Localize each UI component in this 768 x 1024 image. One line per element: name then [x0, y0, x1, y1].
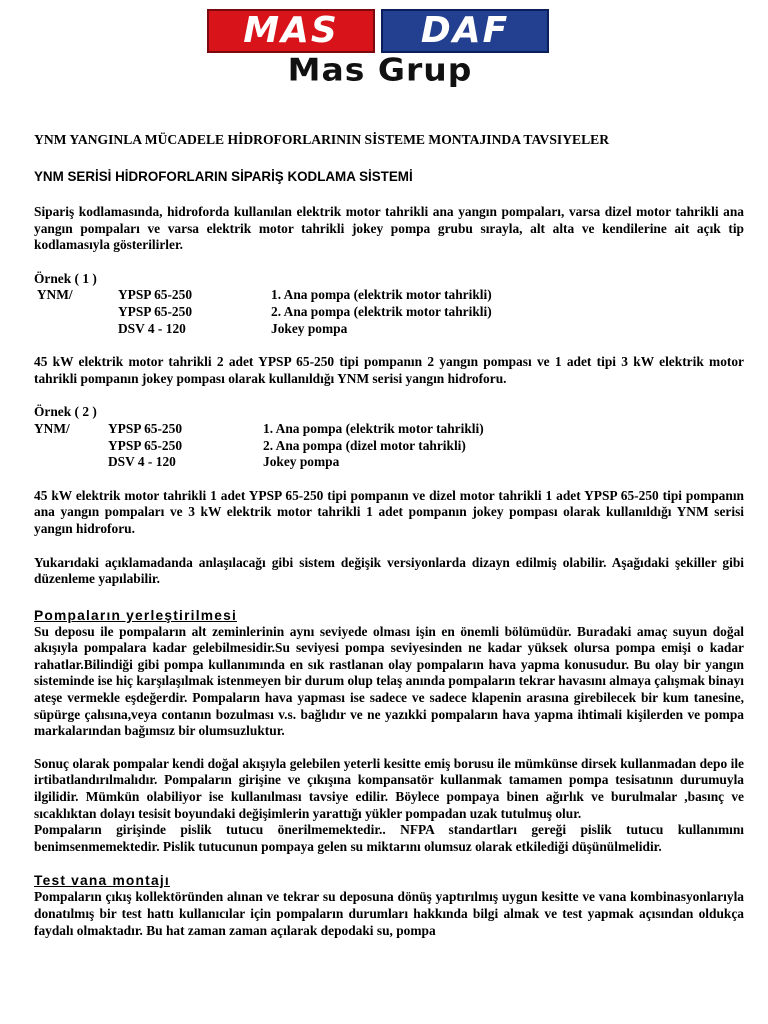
example2-code: YPSP 65-250: [108, 420, 183, 436]
example2-label: Örnek ( 2 ): [34, 404, 97, 420]
example1-code: YPSP 65-250: [118, 287, 193, 303]
example2-code: YPSP 65-250: [108, 437, 183, 453]
mas-logo-text: MAS: [243, 10, 339, 51]
daf-logo-text: DAF: [420, 10, 510, 51]
doc-title: YNM YANGINLA MÜCADELE HİDROFORLARININ SİSTEME MONTAJINDA TAVSIYELER: [34, 132, 610, 147]
pump-placement-paragraph: Sonuç olarak pompalar kendi doğal akışıyla gelebilen yeterli kesitte emiş borusu ile mümkünse dirsek kullanmadan depo ile irtibatlandırılmalıdır. Pompaların girişine ve çıkışına kompansatör kullanmak tamamen pompa tesisatının durumuyla ilgilidir. Mümkün olabiliyor ise kullanılması tavsiye edilir. Böylece pompaya binen ağırlık ve burulmalar ,basınç ve sıcaklıktan dolayı tesisit boyundaki değişimlerin yarattığı yükler pompadan uzak tutulmuş olur.: [34, 755, 744, 821]
example2-prefix: [34, 438, 108, 455]
example1-row: [34, 321, 744, 338]
example2-desc: Jokey pompa: [263, 454, 340, 470]
document-body: [34, 132, 744, 939]
example2-desc: 1. Ana pompa (elektrik motor tahrikli): [263, 420, 484, 436]
example1-desc: 1. Ana pompa (elektrik motor tahrikli): [271, 287, 492, 303]
example1-prefix: [34, 321, 118, 338]
example2-row: [34, 454, 744, 471]
intro-paragraph: Sipariş kodlamasında, hidroforda kullanılan elektrik motor tahrikli ana yangın pompaları, varsa dizel motor tahrikli ana yangın pompaları ve varsa elektrik motor tahrikli jokey pompa grubu sırayla, alt alta ve kendilerine ait açık tip kodlamasıyla gösterilirler.: [34, 204, 744, 253]
section-heading-test-valve: Test vana montajı: [34, 873, 170, 889]
brand-name: Mas Grup: [287, 50, 473, 89]
doc-subtitle: YNM SERİSİ HİDROFORLARIN SİPARİŞ KODLAMA SİSTEMİ: [34, 169, 413, 184]
test-valve-paragraph: Pompaların çıkış kollektöründen alınan ve tekrar su deposuna dönüş yaptırılmış uygun kesitte ve vana kombinasyonlarıyla donatılmış bir test hattı kullanıcılar için pompaların durumları hakkında bilgi almak ve test yapmak açısından oldukça faydalı olmaktadır. Bu hat zaman zaman açılarak depodaki su, pompa: [34, 889, 744, 938]
versions-paragraph: Yukarıdaki açıklamadanda anlaşılacağı gibi sistem değişik versiyonlarda dizayn edilmiş olabilir. Aşağıdaki şekiller gibi düzenleme yapılabilir.: [34, 554, 744, 587]
example2-row: [34, 438, 744, 455]
example1-row: [34, 304, 744, 321]
pump-placement-paragraph: Su deposu ile pompaların alt zeminlerinin aynı seviyede olması işin en önemli bölümüdür. Buradaki amaç suyun doğal akışıyla pompalara kadar gelebilmesidir.Su seviyesi pompa seviyesinden ne kadar yüksek olursa pompa emişi o kadar rahatlar.Bilindiği gibi pompa kullanımında en sık rastlanan olay pompaların hava yapma konusudur. Bu olay bir yangın sisteminde ise hiç karşılaşılmak istenmeyen bir durum olup telaş anında pompaların tekrar havasını almaya çalışmak binayı ateşe vermekle eşdeğerdir. Pompaların hava yapması ise sadece ve sadece klapenin arasına girebilecek bir kum tanesine, süpürge çalısına,veya contanın bozulması v.s. bağlıdır ve ne yazıkki pompaların hava yapma ihtimali kişilerden ve pompa markalarından bağımsız bir olumsuzluktur.: [34, 623, 744, 739]
example2-note: 45 kW elektrik motor tahrikli 1 adet YPSP 65-250 tipi pompanın ve dizel motor tahrikli 1 adet YPSP 65-250 tipi pompanın ana yangın pompaları ve 3 kW elektrik motor tahrikli 1 adet pompanın jokey pompası olarak kullanıldığı YNM serisi yangın hidroforu.: [34, 487, 744, 536]
example1-note: 45 kW elektrik motor tahrikli 2 adet YPSP 65-250 tipi pompanın 2 yangın pompası ve 1 adet tipi 3 kW elektrik motor tahrikli pompanın jokey pompası olarak kullanıldığı YNM serisi yangın hidroforu.: [34, 354, 744, 386]
example1-label: Örnek ( 1 ): [34, 270, 97, 286]
example1-prefix: [34, 304, 118, 321]
example1-desc: Jokey pompa: [271, 320, 348, 336]
example2-desc: 2. Ana pompa (dizel motor tahrikli): [263, 437, 466, 453]
logo-banner: [207, 9, 549, 53]
example1-row: [34, 287, 744, 304]
section-heading-pump-placement: Pompaların yerleştirilmesi: [34, 607, 237, 623]
example1-desc: 2. Ana pompa (elektrik motor tahrikli): [271, 303, 492, 319]
example1-code: DSV 4 - 120: [118, 320, 186, 336]
example2-prefix: [34, 454, 108, 471]
example2-row: [34, 421, 744, 438]
pump-placement-paragraph: Pompaların girişinde pislik tutucu önerilmemektedir.. NFPA standartları gereği pislik tutucu kullanımını benimsenmemektedir. Pislik tutucunun pompaya gelen su miktarını olumsuz olarak etkilediği düşünülmelidir.: [34, 822, 744, 854]
example1-prefix: YNM/: [34, 287, 73, 303]
daf-logo: [381, 9, 549, 53]
example2-prefix: YNM/: [34, 420, 70, 436]
mas-logo: [207, 9, 375, 53]
example2-code: DSV 4 - 120: [108, 454, 176, 470]
example1-code: YPSP 65-250: [118, 303, 193, 319]
